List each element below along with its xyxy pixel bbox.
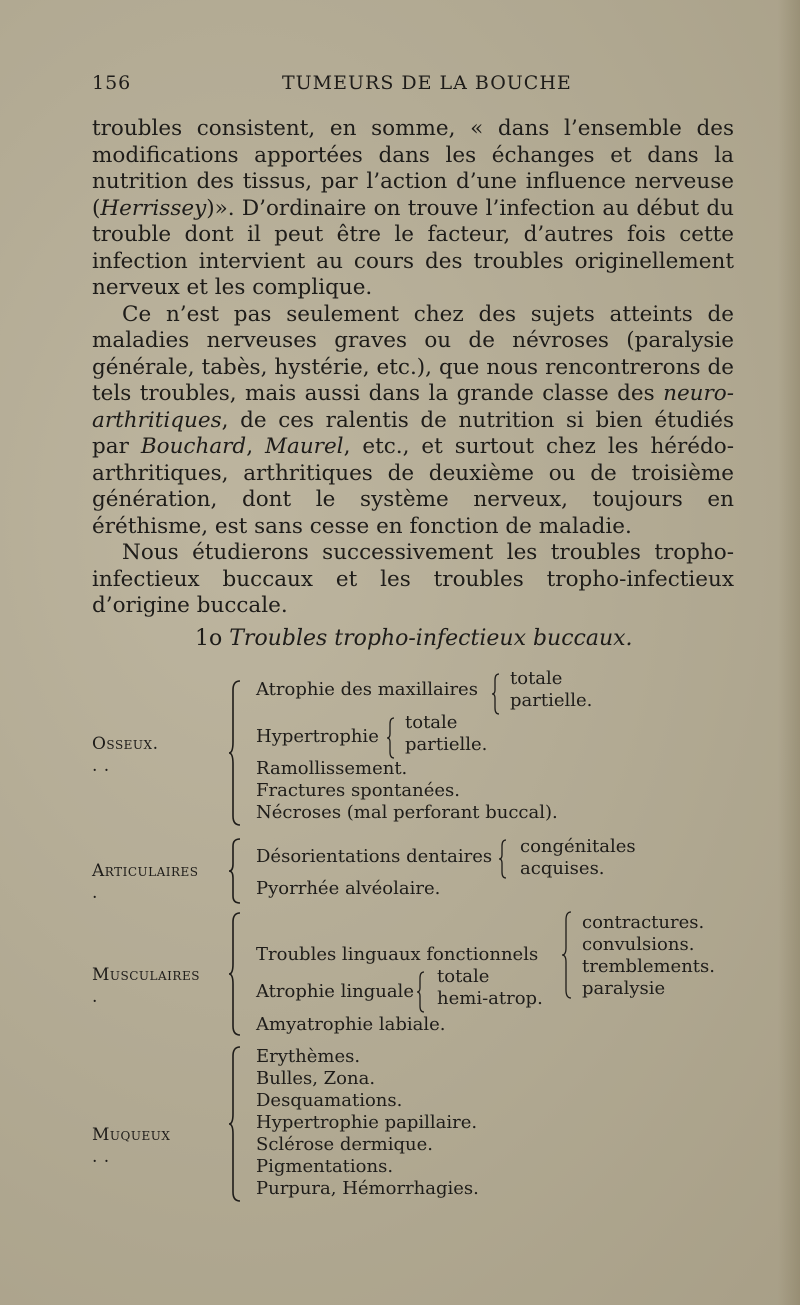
muqueux-item: Purpura, Hémorrhagies.	[256, 1178, 479, 1199]
muqueux-item: Bulles, Zona.	[256, 1068, 376, 1089]
muqueux-item: Sclérose dermique.	[256, 1134, 433, 1155]
text-run: Ce n’est pas seulement chez des sujets atteints de maladies nerveuses graves ou de névroses (paralysie générale, tabès, hystérie, etc.), que nous rencontrerons de tels troubles, mais aussi dans la grande classe des	[92, 301, 734, 406]
item-fractures: Fractures spontanées.	[256, 780, 460, 801]
text-run: Nous étudierons successivement les troubles tropho-infectieux buccaux et les troubles tropho-infectieux d’origine buccale.	[92, 540, 734, 618]
brace-articulaires	[228, 838, 242, 904]
brace-hypertrophie	[385, 716, 399, 760]
page-edge-shadow	[778, 0, 800, 1305]
item-hypertrophie: Hypertrophie	[256, 726, 379, 747]
section-title	[195, 626, 633, 651]
brace-atrophie-linguale	[415, 970, 429, 1014]
brace-musculaires	[228, 912, 242, 1036]
italic-text: Bouchard	[140, 434, 247, 459]
item-amyatrophie: Amyatrophie labiale.	[256, 1014, 446, 1035]
item-desorientations: Désorientations dentaires	[256, 846, 493, 867]
sub-contractures: contractures.	[582, 912, 705, 933]
muqueux-item: Pigmentations.	[256, 1156, 394, 1177]
muqueux-item: Erythèmes.	[256, 1046, 361, 1067]
sub-hypertrophie-partielle: partielle.	[405, 734, 488, 755]
item-atrophie-maxillaires: Atrophie des maxillaires	[256, 679, 478, 700]
category-musculaires: Musculaires .	[92, 965, 200, 1007]
category-articulaires: Articulaires .	[92, 861, 199, 903]
sub-congenitales: congénitales	[520, 836, 636, 857]
section-title-text: Troubles tropho-infectieux buccaux.	[229, 626, 633, 651]
item-pyorrhee: Pyorrhée alvéolaire.	[256, 878, 441, 899]
sub-tremblements: tremblements.	[582, 956, 715, 977]
body-text	[92, 116, 734, 620]
text-run: troubles consistent, en somme, « dans l’ensemble des modifications apportées dans les échanges et dans la nutrition des tissus, par l’action d’une influence nerveuse (	[92, 116, 734, 221]
brace-desorientations	[497, 838, 511, 880]
italic-text: Herrissey	[100, 195, 207, 221]
sub-linguale-totale: totale	[437, 966, 490, 987]
text-run: )». D’ordinaire on trouve l’infection au début du trouble dont il peut être le facteur, d’autres fois cette infection intervient au cours des troubles originellement nerveux et les complique.	[92, 195, 734, 300]
section-number: 1o	[195, 626, 223, 651]
muqueux-item: Hypertrophie papillaire.	[256, 1112, 478, 1133]
muqueux-item: Desquamations.	[256, 1090, 403, 1111]
running-title: TUMEURS DE LA BOUCHE	[282, 72, 572, 94]
paragraph	[92, 302, 734, 541]
italic-text: neuro-arthritiques	[92, 381, 734, 433]
item-ramollissement: Ramollissement.	[256, 758, 408, 779]
item-atrophie-linguale: Atrophie linguale	[256, 981, 414, 1002]
running-header	[92, 72, 732, 104]
item-necroses: Nécroses (mal perforant buccal).	[256, 802, 558, 823]
sub-acquises: acquises.	[520, 858, 605, 879]
brace-atrophie-maxillaires	[490, 672, 504, 716]
sub-linguale-hemi: hemi-atrop.	[437, 988, 543, 1009]
text-run: , de ces ralentis de nutrition si bien étudiés par	[92, 407, 734, 459]
sub-atrophie-totale: totale	[510, 668, 563, 689]
sub-convulsions: convulsions.	[582, 934, 695, 955]
sub-paralysie: paralysie	[582, 978, 666, 999]
brace-muqueux	[228, 1046, 242, 1202]
text-run: , etc., et surtout chez les hérédo-arthritiques, arthritiques de deuxième ou de troisième génération, dont le système nerveux, toujours en éréthisme, est sans cesse en fonction de maladie.	[92, 434, 735, 539]
text-run: ,	[246, 434, 265, 459]
brace-osseux	[228, 680, 242, 826]
sub-hypertrophie-totale: totale	[405, 712, 458, 733]
category-osseux: Osseux. . .	[92, 734, 159, 776]
category-muqueux: Muqueux . .	[92, 1125, 171, 1167]
italic-text: Maurel	[265, 434, 344, 459]
paragraph	[92, 540, 734, 620]
item-troubles-linguaux: Troubles linguaux fonctionnels	[256, 944, 539, 965]
paragraph	[92, 116, 734, 302]
brace-troubles-linguaux	[560, 910, 574, 1000]
page-number: 156	[92, 72, 132, 94]
sub-atrophie-partielle: partielle.	[510, 690, 593, 711]
